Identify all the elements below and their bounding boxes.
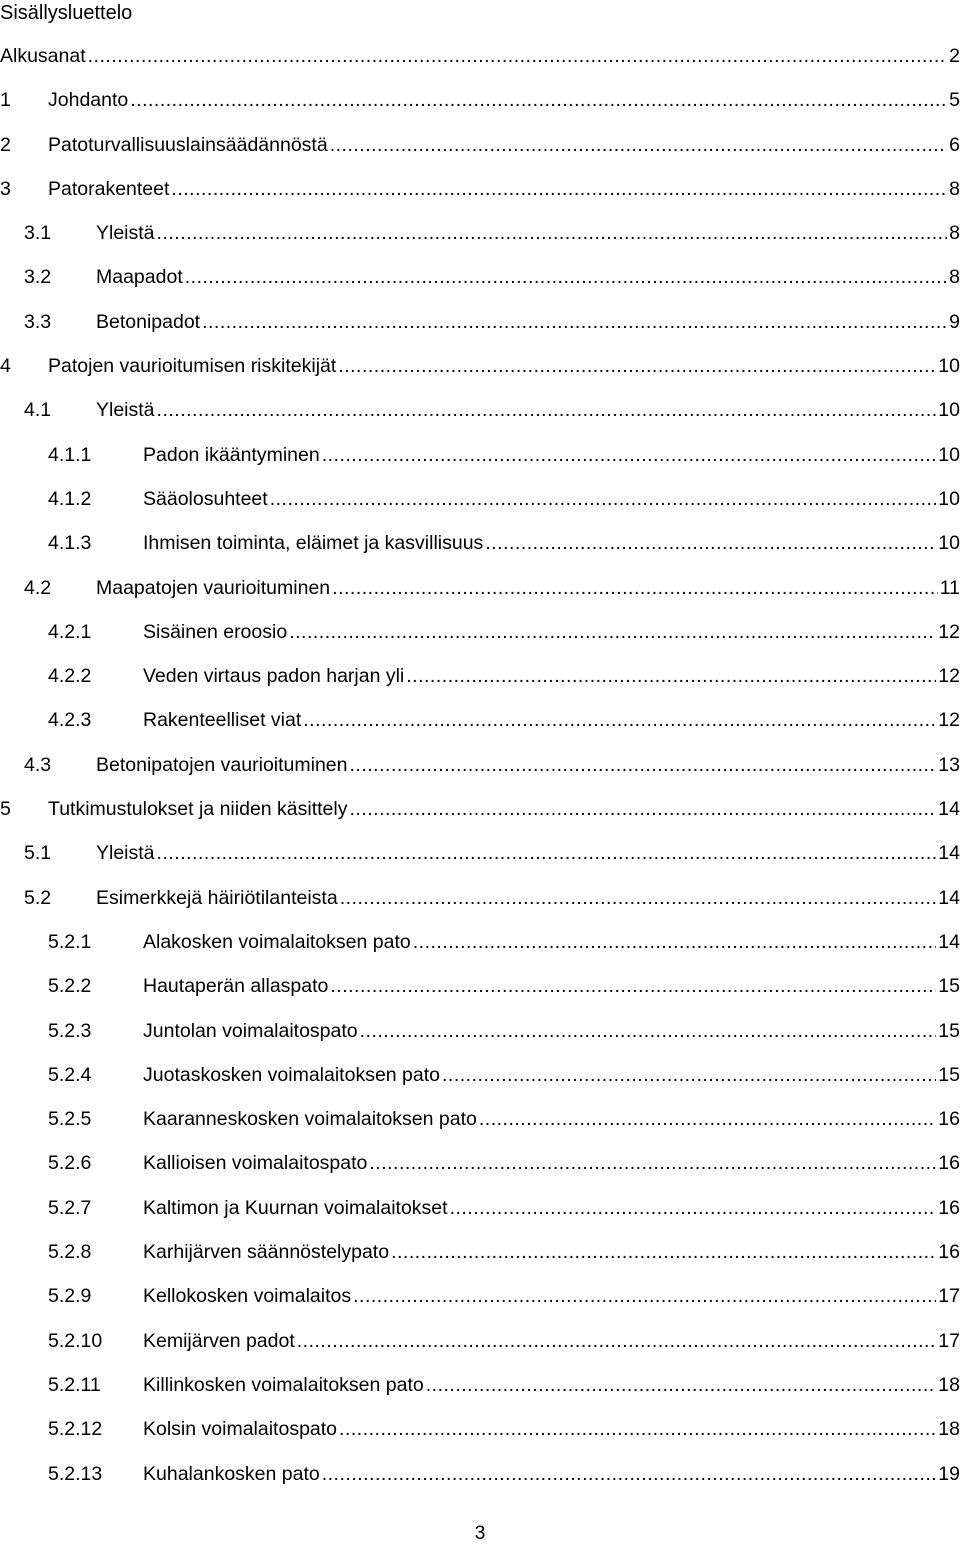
toc-entry-line (96, 388, 960, 432)
toc-dot-leader (157, 831, 937, 875)
toc-dot-leader (332, 566, 938, 610)
toc-entry-page: 18 (936, 1407, 960, 1451)
toc-entry-number: 5.2.13 (48, 1462, 103, 1485)
toc-entry-label: Maapadot (96, 255, 185, 299)
toc-entry-label: Maapatojen vaurioituminen (96, 566, 332, 610)
toc-entry-page: 19 (936, 1452, 960, 1496)
toc-dot-leader (426, 1363, 937, 1407)
toc-entry-page: 14 (936, 876, 960, 920)
toc-entry-line (143, 1186, 960, 1230)
toc-entry[interactable] (0, 1009, 960, 1053)
toc-entry-page: 9 (947, 300, 960, 344)
toc-dot-leader (270, 477, 937, 521)
toc-entry-page: 10 (936, 433, 960, 477)
toc-entry[interactable] (0, 521, 960, 565)
toc-dot-leader (303, 698, 936, 742)
toc-entry-line (143, 610, 960, 654)
toc-entry[interactable] (0, 167, 960, 211)
toc-entry[interactable] (0, 1274, 960, 1318)
toc-entry-label: Kallioisen voimalaitospato (143, 1141, 369, 1185)
toc-entry-line (48, 787, 960, 831)
toc-entry-page: 10 (936, 477, 960, 521)
toc-dot-leader (406, 654, 936, 698)
toc-entry-number: 5.2.11 (48, 1373, 101, 1396)
toc-dot-leader (360, 1009, 937, 1053)
toc-entry-number: 5.2 (24, 886, 52, 909)
toc-entry-line (143, 1053, 960, 1097)
toc-entry-line (96, 566, 960, 610)
toc-entry-number: 2 (0, 133, 11, 156)
toc-entry[interactable] (0, 831, 960, 875)
toc-entry[interactable] (0, 1141, 960, 1185)
toc-dot-leader (322, 433, 937, 477)
toc-entry-number: 4.1.3 (48, 532, 92, 555)
toc-entry-number: 4.2 (24, 576, 52, 599)
toc-dot-leader (171, 167, 947, 211)
toc-entry-line (143, 920, 960, 964)
toc-entry-line (143, 1274, 960, 1318)
toc-entry-label: Alkusanat (0, 34, 88, 78)
toc-dot-leader (350, 787, 937, 831)
toc-entry-label: Patoturvallisuuslainsäädännöstä (48, 123, 330, 167)
toc-entry-label: Kuhalankosken pato (143, 1452, 322, 1496)
toc-dot-leader (157, 388, 937, 432)
toc-entry[interactable] (0, 610, 960, 654)
toc-entry-number: 4.2.2 (48, 665, 92, 688)
toc-entry[interactable] (0, 964, 960, 1008)
toc-entry-page: 8 (947, 255, 960, 299)
toc-entry-number: 3.2 (24, 266, 52, 289)
toc-entry-page: 10 (936, 344, 960, 388)
toc-entry[interactable] (0, 1053, 960, 1097)
toc-entry-line (143, 433, 960, 477)
toc-entry[interactable] (0, 876, 960, 920)
toc-entry[interactable] (0, 78, 960, 122)
toc-entry-page: 10 (936, 388, 960, 432)
toc-dot-leader (322, 1452, 937, 1496)
toc-entry-label: Padon ikääntyminen (143, 433, 322, 477)
toc-entry-label: Sääolosuhteet (143, 477, 270, 521)
toc-entry-line (48, 78, 960, 122)
toc-entry[interactable] (0, 211, 960, 255)
toc-entry-page: 16 (936, 1097, 960, 1141)
toc-dot-leader (330, 123, 947, 167)
toc-dot-leader (202, 300, 947, 344)
toc-entry[interactable] (0, 1452, 960, 1496)
toc-entry-line (143, 1363, 960, 1407)
toc-entry-number: 4 (0, 355, 11, 378)
toc-entry-page: 16 (936, 1186, 960, 1230)
toc-entry-page: 16 (936, 1230, 960, 1274)
toc-entry-number: 4.2.1 (48, 620, 92, 643)
toc-entry-page: 10 (936, 521, 960, 565)
toc-entry-label: Kemijärven padot (143, 1319, 297, 1363)
toc-entry-label: Yleistä (96, 388, 157, 432)
toc-entry-label: Kolsin voimalaitospato (143, 1407, 339, 1451)
toc-entry-page: 2 (947, 34, 960, 78)
toc-entry-number: 4.2.3 (48, 709, 92, 732)
toc-entry-line (96, 743, 960, 787)
toc-entry-label: Yleistä (96, 831, 157, 875)
toc-entry-line (143, 1230, 960, 1274)
toc-entry-number: 5.2.1 (48, 930, 92, 953)
toc-entry-page: 14 (936, 920, 960, 964)
toc-entry[interactable] (0, 920, 960, 964)
toc-entry-number: 5.2.8 (48, 1241, 92, 1264)
toc-entry-line (143, 964, 960, 1008)
toc-entry-label: Alakosken voimalaitoksen pato (143, 920, 413, 964)
toc-entry-page: 13 (936, 743, 960, 787)
toc-entry-page: 6 (947, 123, 960, 167)
toc-entry-label: Sisäinen eroosio (143, 610, 289, 654)
toc-entry-page: 5 (947, 78, 960, 122)
toc-entry-number: 4.1 (24, 399, 52, 422)
toc-entry-label: Kellokosken voimalaitos (143, 1274, 353, 1318)
toc-entry-label: Patojen vaurioitumisen riskitekijät (48, 344, 338, 388)
toc-entry-line (48, 344, 960, 388)
toc-entry-number: 3.3 (24, 310, 52, 333)
toc-entry-page: 16 (936, 1141, 960, 1185)
toc-entry-number: 3.1 (24, 222, 52, 245)
toc-entry-number: 4.1.2 (48, 487, 92, 510)
toc-dot-leader (479, 1097, 936, 1141)
toc-entry-number: 5.2.4 (48, 1063, 92, 1086)
toc-entry-page: 12 (936, 610, 960, 654)
toc-dot-leader (330, 964, 936, 1008)
toc-entry-line (143, 521, 960, 565)
toc-entry[interactable] (0, 1407, 960, 1451)
toc-entry-label: Ihmisen toiminta, eläimet ja kasvillisuus (143, 521, 485, 565)
toc-entry-page: 17 (936, 1319, 960, 1363)
toc-entry-number: 5.2.10 (48, 1329, 103, 1352)
toc-entry[interactable] (0, 698, 960, 742)
toc-entry-label: Johdanto (48, 78, 130, 122)
toc-entry-line (143, 1141, 960, 1185)
toc-entry[interactable] (0, 1230, 960, 1274)
toc-entry-page: 15 (936, 1009, 960, 1053)
toc-entry-line (48, 123, 960, 167)
toc-entry-number: 5.2.3 (48, 1019, 92, 1042)
toc-entry-label: Esimerkkejä häiriötilanteista (96, 876, 340, 920)
toc-entry-page: 14 (936, 831, 960, 875)
toc-entry-line (143, 1319, 960, 1363)
toc-entry-number: 1 (0, 89, 11, 112)
toc-entry[interactable] (0, 255, 960, 299)
toc-entry-page: 8 (947, 211, 960, 255)
toc-entry-label: Yleistä (96, 211, 157, 255)
toc-entry-page: 17 (936, 1274, 960, 1318)
toc-entry[interactable] (0, 1363, 960, 1407)
toc-entry-line (96, 211, 960, 255)
toc-entry-line (143, 1097, 960, 1141)
toc-entry-line (143, 1407, 960, 1451)
toc-entry-line (96, 255, 960, 299)
toc-entry-number: 5.2.6 (48, 1152, 92, 1175)
toc-entry[interactable] (0, 477, 960, 521)
toc-dot-leader (485, 521, 936, 565)
toc-dot-leader (340, 876, 937, 920)
toc-entry[interactable] (0, 1186, 960, 1230)
toc-entry-page: 15 (936, 1053, 960, 1097)
toc-entry-label: Juntolan voimalaitospato (143, 1009, 360, 1053)
toc-entry-label: Betonipadot (96, 300, 202, 344)
toc-dot-leader (338, 344, 936, 388)
toc-entry[interactable] (0, 300, 960, 344)
toc-dot-leader (353, 1274, 936, 1318)
toc-entry-number: 5.2.9 (48, 1285, 92, 1308)
toc-entry-label: Kaaranneskosken voimalaitoksen pato (143, 1097, 479, 1141)
toc-entry-page: 15 (936, 964, 960, 1008)
toc-list (0, 34, 960, 1496)
toc-entry-label: Killinkosken voimalaitoksen pato (143, 1363, 426, 1407)
toc-entry-line (96, 831, 960, 875)
toc-entry-label: Tutkimustulokset ja niiden käsittely (48, 787, 350, 831)
toc-entry-page: 8 (947, 167, 960, 211)
toc-dot-leader (297, 1319, 937, 1363)
toc-dot-leader (442, 1053, 936, 1097)
toc-entry-number: 5.2.7 (48, 1196, 92, 1219)
toc-entry-page: 12 (936, 698, 960, 742)
toc-entry[interactable] (0, 433, 960, 477)
toc-entry-label: Kaltimon ja Kuurnan voimalaitokset (143, 1186, 450, 1230)
toc-dot-leader (185, 255, 947, 299)
toc-entry-page: 12 (936, 654, 960, 698)
toc-entry-number: 5.2.12 (48, 1418, 103, 1441)
toc-entry-label: Juotaskosken voimalaitoksen pato (143, 1053, 442, 1097)
toc-entry[interactable] (0, 388, 960, 432)
toc-entry[interactable] (0, 743, 960, 787)
toc-entry-line (143, 654, 960, 698)
toc-entry-label: Karhijärven säännöstelypato (143, 1230, 391, 1274)
toc-entry-label: Betonipatojen vaurioituminen (96, 743, 350, 787)
toc-entry[interactable] (0, 654, 960, 698)
toc-dot-leader (350, 743, 937, 787)
toc-entry-label: Veden virtaus padon harjan yli (143, 654, 406, 698)
toc-entry[interactable] (0, 123, 960, 167)
toc-entry-label: Patorakenteet (48, 167, 171, 211)
toc-entry-line (0, 34, 960, 78)
toc-entry[interactable] (0, 34, 960, 78)
toc-entry-number: 5.1 (24, 842, 52, 865)
toc-dot-leader (157, 211, 948, 255)
toc-entry[interactable] (0, 1097, 960, 1141)
toc-entry-line (143, 477, 960, 521)
toc-entry[interactable] (0, 344, 960, 388)
toc-entry-line (96, 876, 960, 920)
toc-entry-number: 5.2.5 (48, 1108, 92, 1131)
toc-entry-number: 4.1.1 (48, 443, 92, 466)
toc-entry-number: 5 (0, 798, 11, 821)
toc-dot-leader (289, 610, 936, 654)
toc-entry-number: 3 (0, 177, 11, 200)
toc-dot-leader (339, 1407, 936, 1451)
toc-entry-number: 4.3 (24, 753, 52, 776)
toc-dot-leader (88, 34, 948, 78)
toc-entry-page: 14 (936, 787, 960, 831)
toc-title: Sisällysluettelo (0, 2, 133, 24)
toc-entry-line (96, 300, 960, 344)
toc-entry[interactable] (0, 566, 960, 610)
toc-dot-leader (369, 1141, 936, 1185)
toc-dot-leader (130, 78, 947, 122)
toc-dot-leader (450, 1186, 937, 1230)
toc-entry-line (48, 167, 960, 211)
toc-entry[interactable] (0, 787, 960, 831)
toc-entry-page: 11 (938, 566, 960, 610)
toc-entry-label: Rakenteelliset viat (143, 698, 303, 742)
toc-entry-line (143, 1009, 960, 1053)
toc-entry[interactable] (0, 1319, 960, 1363)
toc-entry-number: 5.2.2 (48, 975, 92, 998)
toc-entry-line (143, 698, 960, 742)
toc-entry-page: 18 (936, 1363, 960, 1407)
toc-entry-line (143, 1452, 960, 1496)
toc-dot-leader (391, 1230, 936, 1274)
page-number: 3 (474, 1523, 486, 1544)
toc-dot-leader (413, 920, 937, 964)
toc-entry-label: Hautaperän allaspato (143, 964, 330, 1008)
